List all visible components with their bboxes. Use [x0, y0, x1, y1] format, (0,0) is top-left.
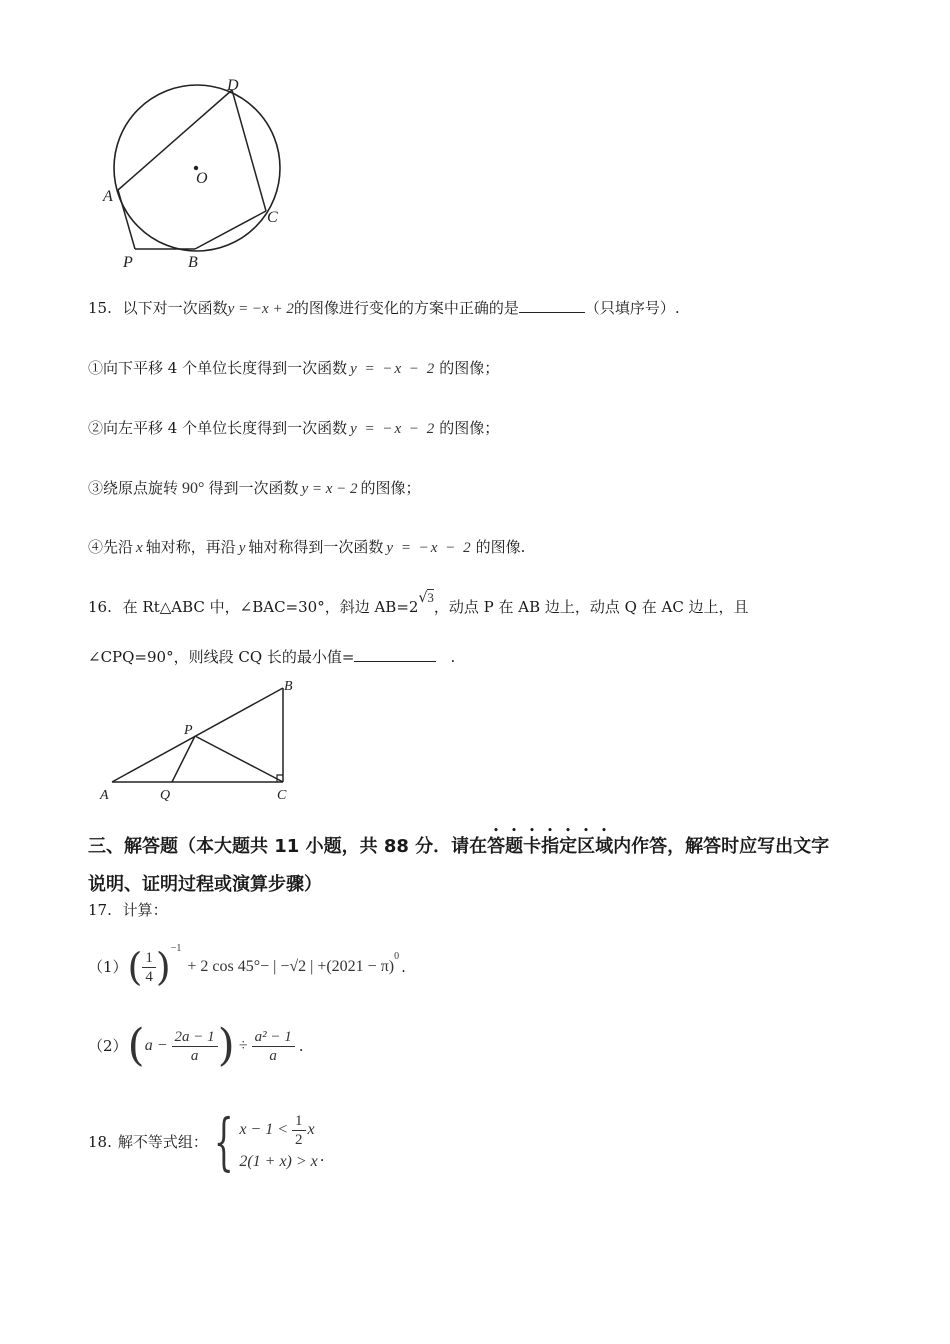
q15-function: y = −x + 2	[227, 301, 294, 317]
label-c: C	[267, 209, 278, 226]
q18-line	[88, 1100, 325, 1184]
fraction-half	[292, 1112, 306, 1149]
fraction-numerator: 1	[292, 1112, 306, 1131]
option-text-end: 的图像；	[439, 419, 500, 437]
option-math: y = −x − 2	[350, 361, 437, 377]
open-paren: (	[127, 1020, 145, 1071]
sqrt-symbol: √	[418, 590, 428, 606]
option-text: 绕原点旋转	[103, 479, 179, 497]
inequality-1	[239, 1110, 317, 1150]
fraction-numerator: 1	[142, 949, 156, 968]
label-b: B	[188, 254, 198, 271]
q17-part-1	[88, 942, 406, 992]
segment-pc	[195, 736, 283, 782]
segment-dc	[232, 90, 266, 211]
fraction-denominator: a	[269, 1047, 277, 1064]
circle-figure	[95, 70, 295, 275]
q15-option-4	[88, 537, 525, 558]
q16-line2-text: ∠CPQ=90°，则线段 CQ 长的最小值=	[88, 648, 355, 666]
q16-text-a: 在 Rt△ABC 中，∠BAC=30°，斜边 AB=2	[122, 598, 419, 616]
q17-header	[88, 900, 168, 920]
q16-line-2	[88, 647, 455, 667]
section-3-heading-line-1	[88, 826, 829, 858]
divide-sign: ÷	[238, 1037, 248, 1054]
q18-label: 解不等式组：	[117, 1133, 208, 1151]
q16-sqrt-value: 3	[427, 590, 434, 605]
option-axis-y: y	[238, 540, 246, 556]
option-mark: ②	[88, 419, 104, 437]
option-text: 向左平移 4 个单位长度得到一次函数	[103, 419, 348, 437]
inequality-system	[239, 1110, 317, 1174]
option-text-mid: 轴对称，再沿	[145, 538, 236, 556]
part-mark: （2）	[88, 1037, 128, 1055]
close-paren: )	[155, 945, 171, 989]
q16-line-1	[88, 590, 749, 618]
inequality-2: 2(1 + x) > x	[239, 1153, 318, 1170]
label-p: P	[123, 254, 133, 271]
open-paren: (	[127, 945, 143, 989]
option-text-mid: 得到一次函数	[208, 479, 299, 497]
fraction-denominator: 4	[145, 968, 153, 985]
fraction-1	[172, 1028, 218, 1065]
q16-line2-end: .	[450, 648, 456, 666]
q15-answer-blank[interactable]	[519, 298, 585, 313]
exponent: −1	[170, 943, 182, 954]
inequality-1-left: x − 1 <	[239, 1121, 289, 1138]
label-c: C	[277, 788, 287, 803]
label-p: P	[184, 723, 193, 738]
fraction-2	[252, 1028, 295, 1065]
option-text-end: 的图像；	[439, 359, 500, 377]
q18-number: 18.	[88, 1133, 112, 1151]
section-heading-text-end: 内作答，解答时应写出文字	[613, 836, 830, 857]
option-mark: ①	[88, 359, 104, 377]
fraction-numerator: a² − 1	[252, 1028, 295, 1047]
part-end: .	[401, 958, 406, 976]
label-a: A	[103, 188, 113, 205]
option-mark: ④	[88, 538, 104, 556]
option-text: 先沿	[103, 538, 134, 556]
expression-a: a −	[144, 1037, 168, 1054]
q15-stem-b: 的图像进行变化的方案中正确的是	[293, 299, 519, 317]
option-angle: 90°	[182, 480, 205, 497]
inequality-1-right: x	[307, 1121, 315, 1138]
q15-option-2	[88, 418, 499, 439]
fraction-one-quarter	[142, 949, 156, 986]
label-a: A	[100, 788, 109, 803]
q15-stem	[88, 298, 680, 319]
option-text-mid: 轴对称得到一次函数	[248, 538, 384, 556]
option-text-end: 的图像；	[360, 479, 421, 497]
segment-ad	[118, 90, 232, 190]
section-heading-text: 三、解答题（本大题共 11 小题，共 88 分．请在	[88, 836, 488, 857]
label-o: O	[196, 170, 208, 187]
q16-text-b: ，动点 P 在 AB 边上，动点 Q 在 AC 边上，且	[433, 598, 749, 616]
option-math: y = −x − 2	[386, 540, 473, 556]
q15-stem-c: （只填序号）.	[584, 299, 680, 317]
option-axis-x: x	[136, 540, 143, 556]
q17-number: 17.	[88, 901, 112, 919]
q17-part-2	[88, 1020, 304, 1072]
option-math: y = −x − 2	[350, 421, 437, 437]
option-math: y = x − 2	[301, 481, 358, 497]
part-end: .	[298, 1037, 304, 1055]
triangle-figure	[96, 676, 306, 806]
close-paren: )	[217, 1020, 235, 1071]
fraction-numerator: 2a − 1	[172, 1028, 218, 1047]
q15-stem-a: 以下对一次函数	[122, 299, 228, 317]
q18-end: .	[319, 1147, 325, 1165]
q17-label: 计算：	[122, 901, 168, 919]
section-3-heading-line-2: 说明、证明过程或演算步骤）	[88, 874, 322, 895]
label-d: D	[227, 77, 239, 94]
label-q: Q	[160, 788, 171, 803]
q15-number: 15.	[88, 299, 112, 317]
section-heading-emphasis: 答题卡指定区域	[487, 836, 614, 857]
part-mark: （1）	[88, 958, 128, 976]
fraction-denominator: a	[190, 1047, 199, 1064]
label-b: B	[284, 679, 293, 694]
exponent-zero: 0	[394, 951, 400, 962]
fraction-denominator: 2	[295, 1131, 303, 1148]
q16-number: 16.	[88, 598, 112, 616]
option-mark: ③	[88, 479, 104, 497]
option-text: 向下平移 4 个单位长度得到一次函数	[103, 359, 348, 377]
q16-answer-blank[interactable]	[354, 647, 436, 662]
q15-option-1	[88, 358, 499, 379]
expression-rest: + 2 cos 45°− | −√2 | +(2021 − π)	[187, 958, 395, 975]
option-text-end: 的图像.	[475, 538, 526, 556]
q15-option-3	[88, 478, 421, 499]
brace-icon: {	[213, 1105, 234, 1178]
